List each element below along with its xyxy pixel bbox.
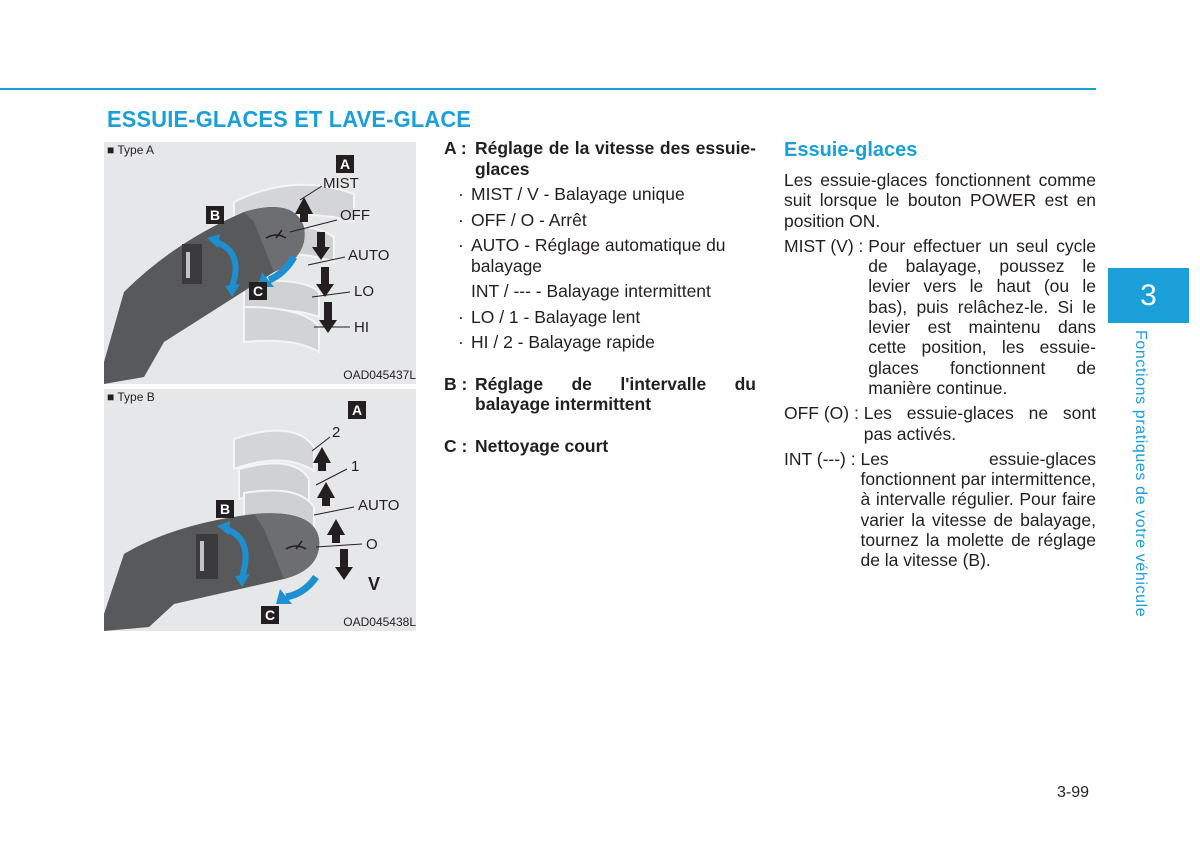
page-number: 3-99 — [1057, 784, 1090, 801]
legend-a-heading — [444, 138, 756, 179]
pull-arrow-icon — [286, 577, 316, 597]
legend-c-heading — [444, 436, 756, 457]
wiper-lever-illustration-a — [104, 142, 416, 384]
definition-item — [784, 449, 1096, 571]
position-label: MIST — [323, 175, 359, 192]
list-item: · HI / 2 - Balayage rapide — [458, 332, 655, 352]
definition-item — [784, 403, 1096, 444]
arrow-up-icon — [317, 482, 335, 506]
position-label: LO — [354, 283, 375, 300]
list-item: INT / --- - Balayage intermittent — [471, 281, 711, 301]
position-label: HI — [354, 319, 369, 336]
definition-term: OFF (O) : — [784, 403, 864, 424]
position-label: OFF — [340, 207, 370, 224]
speed-scale-icon — [186, 252, 190, 278]
callout-a-label: A — [351, 402, 363, 418]
speed-wheel — [196, 534, 218, 579]
list-item: · OFF / O - Arrêt — [458, 209, 587, 230]
position-label: 1 — [351, 458, 360, 475]
figure-type-label: ■ Type A — [107, 143, 155, 157]
figure-code: OAD045437L — [343, 368, 416, 382]
speed-scale-icon — [200, 541, 204, 571]
position-label: O — [366, 536, 378, 553]
list-item: · LO / 1 - Balayage lent — [458, 306, 641, 327]
callout-b-label: B — [209, 207, 221, 223]
definition-desc: Pour effectuer un seul cycle de balayage, poussez le levier vers le haut (ou le bas), puis relâchez-le. Si le levier est maintenu dans cette position, les essuie-glaces fonctionnent de manière continue. — [868, 235, 1096, 398]
leader-line — [316, 544, 362, 547]
legend-column — [444, 138, 756, 456]
chapter-side-title — [1127, 330, 1153, 630]
position-label: AUTO — [358, 497, 400, 514]
definition-desc: Les essuie-glaces ne sont pas activés. — [863, 403, 1096, 444]
arrow-up-icon — [327, 519, 345, 543]
arrow-down-icon — [335, 549, 353, 580]
section-column — [784, 138, 1096, 571]
definition-term: INT (---) : — [784, 448, 861, 469]
list-item: · MIST / V - Balayage unique — [458, 184, 685, 204]
page-title: ESSUIE-GLACES ET LAVE-GLACE — [107, 106, 472, 132]
arrow-up-icon — [313, 447, 331, 471]
position-label: 2 — [332, 424, 341, 441]
speed-wheel — [182, 244, 202, 284]
chapter-title: Fonctions pratiques de votre véhicule — [1132, 330, 1149, 618]
figure-code: OAD045438L — [343, 615, 416, 629]
chapter-tab: 3 — [1108, 268, 1189, 323]
legend-title: Réglage de l'intervalle du balayage intermittent — [475, 373, 756, 414]
definition-desc: Les essuie-glaces fonctionnent par intermittence, à intervalle régulier. Pour faire varier la vitesse de balayage, tournez la molette de réglage de la vitesse (B). — [860, 448, 1096, 571]
wiper-lever-illustration-b — [104, 389, 416, 631]
callout-b-label: B — [219, 501, 231, 517]
section-heading: Essuie-glaces — [784, 139, 918, 161]
legend-b-heading — [444, 374, 756, 415]
list-item: · AUTO - Réglage automatique du balayage — [458, 235, 726, 276]
figure-type-b — [104, 389, 416, 631]
legend-title: Nettoyage court — [475, 435, 609, 456]
legend-key: C : — [444, 435, 468, 456]
legend-title: Réglage de la vitesse des essuie-glaces — [475, 138, 756, 179]
top-rule — [0, 88, 1096, 90]
leader-line — [316, 469, 347, 485]
section-intro: Les essuie-glaces fonctionnent comme suit lorsque le bouton POWER est en position ON. — [784, 170, 1096, 231]
position-label: AUTO — [348, 247, 390, 264]
figure-type-a — [104, 142, 416, 384]
callout-c-label: C — [252, 283, 264, 299]
leader-line — [314, 507, 354, 515]
callout-c-label: C — [264, 607, 276, 623]
definition-term: MIST (V) : — [784, 235, 869, 256]
legend-key: A : — [444, 138, 467, 158]
arrow-down-icon — [319, 302, 337, 333]
legend-key: B : — [444, 373, 468, 394]
figure-type-label: ■ Type B — [107, 390, 155, 404]
position-label: V — [368, 574, 381, 594]
definition-item — [784, 236, 1096, 398]
callout-a-label: A — [339, 156, 351, 172]
